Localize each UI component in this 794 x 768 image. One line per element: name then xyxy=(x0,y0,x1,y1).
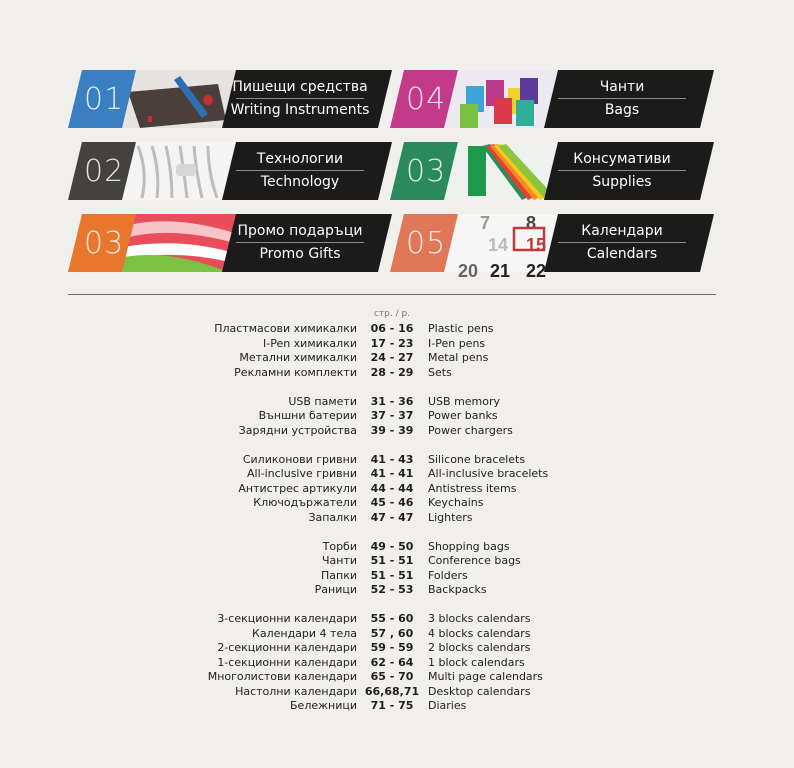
item-name-english: Lighters xyxy=(428,510,473,524)
index-row[interactable] xyxy=(0,366,794,380)
index-row[interactable] xyxy=(0,540,794,554)
label-bulgarian: Технологии xyxy=(256,151,344,167)
index-column-header: стр. / p. xyxy=(373,309,411,319)
item-pages: 06 - 16 xyxy=(370,322,414,335)
item-name-english: Metal pens xyxy=(428,351,489,364)
item-name-english: 3 blocks calendars xyxy=(428,612,531,625)
item-name-bulgarian: Метални химикалки xyxy=(239,351,357,364)
item-pages: 66,68,71 xyxy=(364,684,420,698)
item-name-bulgarian: Външни батерии xyxy=(258,409,357,422)
item-name-english: All-inclusive bracelets xyxy=(428,467,549,480)
item-name-bulgarian: I-Pen химикалки xyxy=(262,336,357,350)
item-name-bulgarian: Торби xyxy=(322,539,357,553)
item-pages: 55 - 60 xyxy=(370,612,414,625)
item-name-bulgarian: Силиконови гривни xyxy=(242,452,357,466)
item-pages: 17 - 23 xyxy=(370,336,414,350)
item-name-english: Multi page calendars xyxy=(428,670,543,683)
item-name-bulgarian: Настолни календари xyxy=(235,684,357,698)
label-bulgarian: Пишещи средства xyxy=(232,79,368,95)
item-pages: 65 - 70 xyxy=(370,670,414,683)
item-name-bulgarian: Пластмасови химикалки xyxy=(214,322,357,335)
index-row[interactable] xyxy=(0,583,794,597)
item-name-english: Folders xyxy=(428,568,468,582)
index-row[interactable] xyxy=(0,496,794,510)
item-name-english: Plastic pens xyxy=(428,322,494,335)
category-number: 03 xyxy=(406,154,447,189)
category-number: 01 xyxy=(84,82,125,117)
item-pages: 28 - 29 xyxy=(370,365,414,379)
item-name-english: I-Pen pens xyxy=(428,336,486,350)
category-label xyxy=(230,220,370,265)
label-english: Supplies xyxy=(592,174,652,190)
index-row[interactable] xyxy=(0,569,794,583)
item-name-english: Sets xyxy=(428,365,452,379)
item-name-bulgarian: Рекламни комплекти xyxy=(234,365,357,379)
index-row[interactable] xyxy=(0,467,794,481)
product-photo xyxy=(118,142,238,200)
item-name-bulgarian: Многолистови календари xyxy=(207,670,357,683)
item-name-english: Conference bags xyxy=(428,554,521,567)
index-row[interactable] xyxy=(0,627,794,641)
index-row[interactable] xyxy=(0,409,794,423)
item-name-english: Silicone bracelets xyxy=(428,452,526,466)
item-name-bulgarian: 2-секционни календари xyxy=(217,641,357,654)
item-name-bulgarian: Ключодържатели xyxy=(253,496,357,509)
item-name-bulgarian: Антистрес артикули xyxy=(238,481,357,495)
category-number: 04 xyxy=(406,82,447,117)
label-bulgarian: Календари xyxy=(581,223,663,239)
item-pages: 52 - 53 xyxy=(370,583,414,596)
item-name-bulgarian: Запалки xyxy=(308,510,357,524)
item-name-bulgarian: USB памети xyxy=(288,394,357,408)
category-calendars[interactable] xyxy=(390,213,794,281)
divider xyxy=(68,294,716,295)
item-pages: 51 - 51 xyxy=(370,554,414,567)
index-row[interactable] xyxy=(0,699,794,713)
label-english: Promo Gifts xyxy=(259,246,341,262)
index-row[interactable] xyxy=(0,424,794,438)
index-row[interactable] xyxy=(0,685,794,699)
item-name-english: Backpacks xyxy=(428,583,487,596)
index-row[interactable] xyxy=(0,453,794,467)
item-name-english: Keychains xyxy=(428,496,484,509)
category-label xyxy=(230,76,370,121)
index-row[interactable] xyxy=(0,322,794,336)
item-name-bulgarian: Раници xyxy=(314,583,357,596)
calendar-number: 8 xyxy=(526,213,537,233)
label-english: Writing Instruments xyxy=(230,102,370,118)
label-english: Technology xyxy=(260,174,340,190)
item-name-english: 4 blocks calendars xyxy=(428,626,531,640)
item-pages: 24 - 27 xyxy=(370,351,414,364)
category-bags[interactable] xyxy=(390,70,794,128)
category-number: 02 xyxy=(84,154,125,189)
category-label xyxy=(230,148,370,193)
item-pages: 37 - 37 xyxy=(370,409,414,422)
item-pages: 62 - 64 xyxy=(370,655,414,669)
item-name-english: Shopping bags xyxy=(428,539,510,553)
item-pages: 47 - 47 xyxy=(370,510,414,524)
item-name-bulgarian: Зарядни устройства xyxy=(238,423,357,437)
category-number: 05 xyxy=(406,226,447,261)
item-name-english: 2 blocks calendars xyxy=(428,641,531,654)
item-pages: 31 - 36 xyxy=(370,394,414,408)
index-row[interactable] xyxy=(0,351,794,365)
calendar-number: 20 xyxy=(458,261,479,281)
item-name-english: Antistress items xyxy=(428,481,517,495)
index-row[interactable] xyxy=(0,395,794,409)
category-label xyxy=(552,220,692,265)
item-name-bulgarian: Календари 4 тела xyxy=(252,626,357,640)
item-name-english: 1 block calendars xyxy=(428,655,525,669)
item-pages: 41 - 43 xyxy=(370,452,414,466)
item-name-bulgarian: Чанти xyxy=(321,554,357,567)
calendar-number: 15 xyxy=(526,235,547,255)
label-bulgarian: Консумативи xyxy=(573,151,671,167)
index-row[interactable] xyxy=(0,482,794,496)
item-name-english: Power banks xyxy=(428,409,498,422)
item-name-bulgarian: 3-секционни календари xyxy=(217,612,357,625)
category-number: 03 xyxy=(84,226,125,261)
item-name-bulgarian: Папки xyxy=(321,568,357,582)
item-pages: 45 - 46 xyxy=(370,496,414,509)
item-pages: 39 - 39 xyxy=(370,423,414,437)
product-photo xyxy=(440,142,560,200)
item-pages: 41 - 41 xyxy=(370,467,414,480)
category-label xyxy=(552,148,692,193)
item-name-english: Power chargers xyxy=(428,423,513,437)
label-bulgarian: Чанти xyxy=(599,79,645,95)
index-row[interactable] xyxy=(0,337,794,351)
category-label xyxy=(552,76,692,121)
index-row[interactable] xyxy=(0,612,794,626)
label-bulgarian: Промо подаръци xyxy=(237,223,363,239)
product-photo xyxy=(118,214,238,272)
item-pages: 44 - 44 xyxy=(370,481,414,495)
index-row[interactable] xyxy=(0,670,794,684)
label-english: Calendars xyxy=(586,246,658,262)
item-pages: 71 - 75 xyxy=(370,699,414,712)
item-pages: 49 - 50 xyxy=(370,539,414,553)
item-name-bulgarian: 1-секционни календари xyxy=(217,655,357,669)
category-supplies[interactable] xyxy=(390,142,794,200)
index-row[interactable] xyxy=(0,656,794,670)
item-name-english: USB memory xyxy=(428,394,501,408)
index-row[interactable] xyxy=(0,554,794,568)
item-pages: 51 - 51 xyxy=(370,568,414,582)
item-pages: 57 , 60 xyxy=(370,626,414,640)
item-name-bulgarian: Бележници xyxy=(290,699,357,712)
label-english: Bags xyxy=(604,102,640,118)
index-row[interactable] xyxy=(0,511,794,525)
calendar-number: 22 xyxy=(526,261,547,281)
item-name-bulgarian: All-inclusive гривни xyxy=(246,467,357,480)
calendar-number: 14 xyxy=(488,235,509,255)
item-name-english: Diaries xyxy=(428,699,467,712)
calendar-number: 21 xyxy=(490,261,511,281)
product-photo xyxy=(118,70,238,128)
calendar-number: 7 xyxy=(480,213,491,233)
item-pages: 59 - 59 xyxy=(370,641,414,654)
item-name-english: Desktop calendars xyxy=(428,684,531,698)
product-photo xyxy=(440,70,560,130)
index-row[interactable] xyxy=(0,641,794,655)
